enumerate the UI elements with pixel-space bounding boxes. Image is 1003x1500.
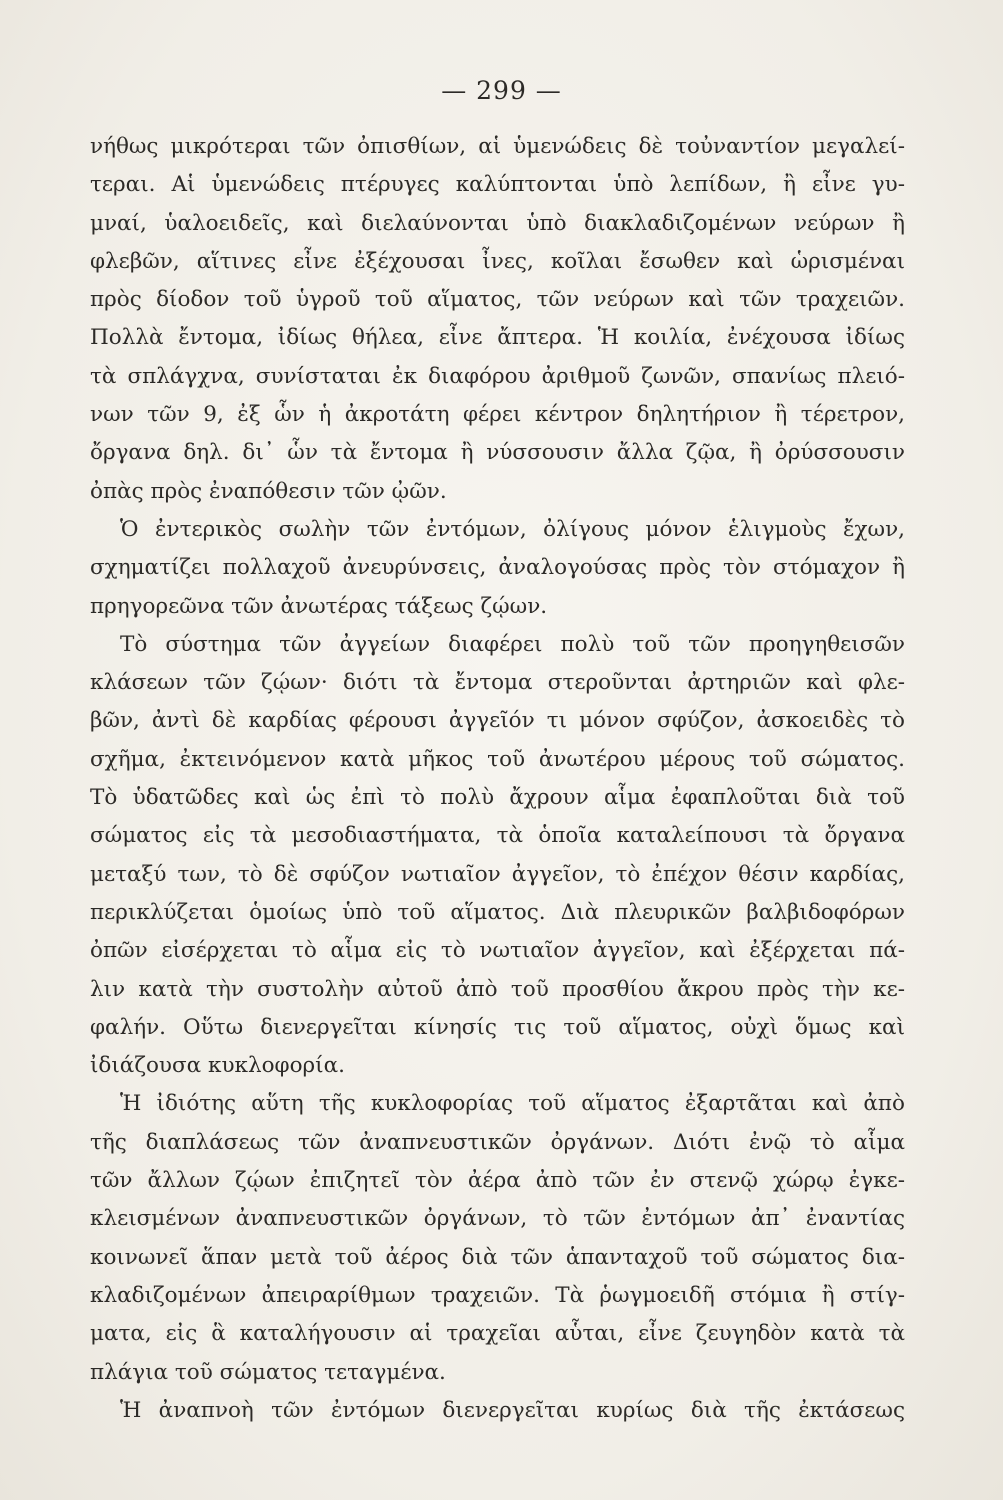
text-line: Πολλὰ ἔντομα, ἰδίως θήλεα, εἶνε ἄπτερα. Ἡ κοιλία, ἐνέχουσα ἰδίως — [90, 325, 905, 351]
text-line: ματα, εἰς ἃ καταλήγουσιν αἱ τραχεῖαι αὗται, εἶνε ζευγηδὸν κατὰ τὰ — [90, 1321, 905, 1347]
text-line: Ἡ ἀναπνοὴ τῶν ἐντόμων διενεργεῖται κυρίως διὰ τῆς ἐκτάσεως — [120, 1397, 905, 1423]
text-line: Τὸ ὑδατῶδες καὶ ὡς ἐπὶ τὸ πολὺ ἄχρουν αἷμα ἐφαπλοῦται διὰ τοῦ — [90, 785, 905, 811]
text-line: περικλύζεται ὁμοίως ὑπὸ τοῦ αἵματος. Διὰ πλευρικῶν βαλβιδοφόρων — [90, 899, 905, 925]
text-line: τῆς διαπλάσεως τῶν ἀναπνευστικῶν ὀργάνων. Διότι ἐνῷ τὸ αἷμα — [90, 1129, 905, 1155]
text-line: Τὸ σύστημα τῶν ἀγγείων διαφέρει πολὺ τοῦ τῶν προηγηθεισῶν — [120, 631, 905, 657]
text-line: λιν κατὰ τὴν συστολὴν αὐτοῦ ἀπὸ τοῦ προσθίου ἄκρου πρὸς τὴν κε- — [90, 976, 905, 1002]
text-line: τεραι. Αἱ ὑμενώδεις πτέρυγες καλύπτονται ὑπὸ λεπίδων, ἢ εἶνε γυ- — [90, 172, 905, 198]
text-line: ὀπῶν εἰσέρχεται τὸ αἷμα εἰς τὸ νωτιαῖον ἀγγεῖον, καὶ ἐξέρχεται πά- — [90, 938, 905, 964]
text-line: πλάγια τοῦ σώματος τεταγμένα. — [90, 1359, 446, 1385]
text-line: κλάσεων τῶν ζῴων· διότι τὰ ἔντομα στεροῦνται ἀρτηριῶν καὶ φλε- — [90, 670, 905, 696]
text-line: Ἡ ἰδιότης αὕτη τῆς κυκλοφορίας τοῦ αἵματος ἐξαρτᾶται καὶ ἀπὸ — [120, 1091, 905, 1117]
text-line: σώματος εἰς τὰ μεσοδιαστήματα, τὰ ὁποῖα καταλείπουσι τὰ ὄργανα — [90, 823, 905, 849]
text-line: νων τῶν 9, ἐξ ὧν ἡ ἀκροτάτη φέρει κέντρον δηλητήριον ἢ τέρετρον, — [90, 402, 905, 428]
text-line: τῶν ἄλλων ζῴων ἐπιζητεῖ τὸν ἀέρα ἀπὸ τῶν ἐν στενῷ χώρῳ ἐγκε- — [90, 1168, 905, 1194]
text-line: νήθως μικρότεραι τῶν ὀπισθίων, αἱ ὑμενώδεις δὲ τοὐναντίον μεγαλεί- — [90, 134, 905, 159]
page-number: — 299 — — [441, 76, 562, 105]
text-line: βῶν, ἀντὶ δὲ καρδίας φέρουσι ἀγγεῖόν τι μόνον σφύζον, ἀσκοειδὲς τὸ — [90, 708, 905, 734]
text-line: ὄργανα δηλ. δι᾽ ὧν τὰ ἔντομα ἢ νύσσουσιν ἄλλα ζῷα, ἢ ὀρύσσουσιν — [90, 440, 905, 466]
text-line: τὰ σπλάγχνα, συνίσταται ἐκ διαφόρου ἀριθμοῦ ζωνῶν, σπανίως πλειό- — [90, 363, 905, 389]
text-line: μεταξύ των, τὸ δὲ σφύζον νωτιαῖον ἀγγεῖον, τὸ ἐπέχον θέσιν καρδίας, — [90, 861, 905, 887]
text-line: ἰδιάζουσα κυκλοφορία. — [90, 1053, 345, 1079]
text-line: κλεισμένων ἀναπνευστικῶν ὀργάνων, τὸ τῶν ἐντόμων ἀπ᾽ ἐναντίας — [90, 1206, 905, 1232]
text-line: κοινωνεῖ ἅπαν μετὰ τοῦ ἀέρος διὰ τῶν ἁπανταχοῦ τοῦ σώματος δια- — [90, 1244, 905, 1270]
text-line: Ὁ ἐντερικὸς σωλὴν τῶν ἐντόμων, ὀλίγους μόνον ἑλιγμοὺς ἔχων, — [120, 516, 905, 542]
text-line: πρὸς δίοδον τοῦ ὑγροῦ τοῦ αἵματος, τῶν νεύρων καὶ τῶν τραχειῶν. — [90, 287, 905, 313]
text-line: κλαδιζομένων ἀπειραρίθμων τραχειῶν. Τὰ ῥωγμοειδῆ στόμια ἢ στίγ- — [90, 1282, 905, 1308]
body-text — [90, 128, 905, 1430]
text-line: ὀπὰς πρὸς ἐναπόθεσιν τῶν ᾠῶν. — [90, 478, 447, 504]
text-line: φαλήν. Οὕτω διενεργεῖται κίνησίς τις τοῦ αἵματος, οὐχὶ ὅμως καὶ — [90, 1014, 905, 1040]
text-line: μναί, ὑαλοειδεῖς, καὶ διελαύνονται ὑπὸ διακλαδιζομένων νεύρων ἢ — [90, 210, 905, 236]
text-line: σχηματίζει πολλαχοῦ ἀνευρύνσεις, ἀναλογούσας πρὸς τὸν στόμαχον ἢ — [90, 555, 905, 581]
text-line: φλεβῶν, αἵτινες εἶνε ἐξέχουσαι ἶνες, κοῖλαι ἔσωθεν καὶ ὡρισμέναι — [90, 248, 905, 274]
text-line: πρηγορεῶνα τῶν ἀνωτέρας τάξεως ζῴων. — [90, 593, 548, 619]
text-line: σχῆμα, ἐκτεινόμενον κατὰ μῆκος τοῦ ἀνωτέρου μέρους τοῦ σώματος. — [90, 746, 905, 772]
